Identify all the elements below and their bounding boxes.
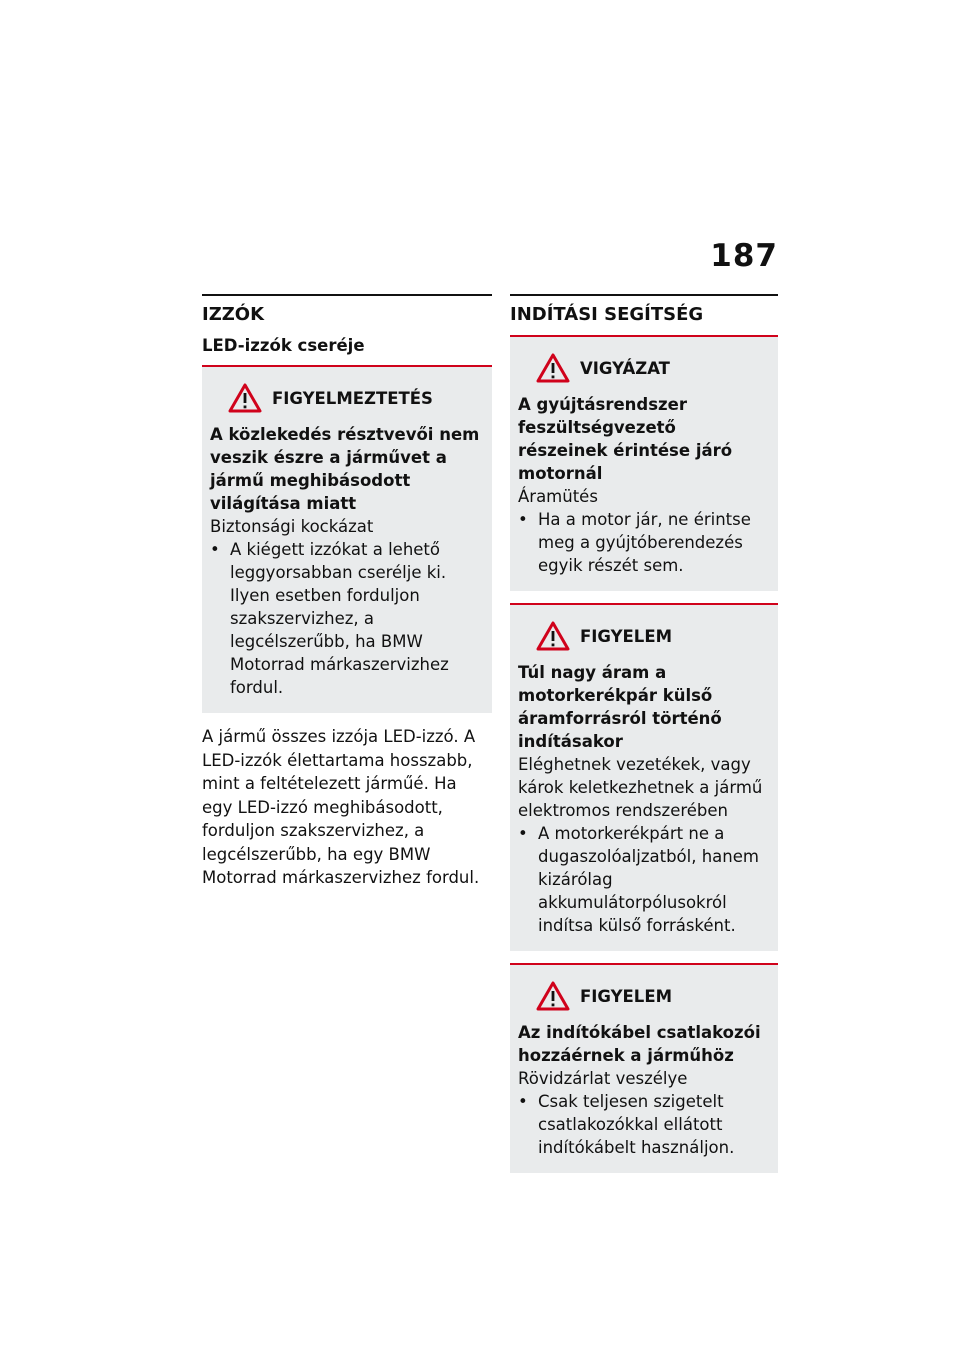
warning-triangle-icon: [536, 353, 570, 383]
attention-text-1: Eléghetnek vezetékek, vagy károk keletkezhetnek a jármű elektromos rendszerében: [518, 755, 763, 820]
attention-text-2: Rövidzárlat veszélye: [518, 1069, 688, 1088]
warning-head: [210, 383, 482, 413]
caution-list: [518, 508, 768, 577]
section-title-bulbs: IZZÓK: [202, 304, 265, 325]
attention-list-1: [518, 822, 768, 937]
list-item: • Csak teljesen szigetelt csatlakozókkal ellátott indítókábelt használjon.: [518, 1092, 735, 1157]
attention-label-2: FIGYELEM: [580, 986, 673, 1006]
list-item: • Ha a motor jár, ne érintse meg a gyújtóberendezés egyik részét sem.: [518, 510, 751, 575]
list-item: • A kiégett izzókat a lehető leggyorsabban cserélje ki. Ilyen esetben forduljon szakszervizhez, a legcélszerűbb, ha BMW Motorrad márkaszervizhez fordul.: [210, 540, 449, 697]
attention-title-2: Az indítókábel csatlakozói hozzáérnek a járműhöz: [518, 1023, 761, 1065]
warning-box: [202, 367, 492, 713]
subsection-title-led: LED-izzók cseréje: [202, 336, 365, 355]
warning-list: [210, 538, 482, 699]
attention-list-2: [518, 1090, 768, 1159]
attention-head-2: [518, 981, 768, 1011]
section-title-jump-start: INDÍTÁSI SEGÍTSÉG: [510, 304, 704, 325]
attention-box-2: [510, 965, 778, 1173]
warning-triangle-icon: [228, 383, 262, 413]
right-column: [510, 294, 778, 1173]
attention-label-1: FIGYELEM: [580, 626, 673, 646]
list-item: • A motorkerékpárt ne a dugaszolóaljzatból, hanem kizárólag akkumulátorpólusokról indítsa külső forrásként.: [518, 824, 759, 935]
caution-label: VIGYÁZAT: [580, 358, 670, 378]
attention-head-1: [518, 621, 768, 651]
caution-title: A gyújtásrendszer feszültségvezető részeinek érintése járó motornál: [518, 395, 733, 483]
caution-text: Áramütés: [518, 487, 598, 506]
left-column: [202, 294, 492, 890]
warning-text: Biztonsági kockázat: [210, 517, 374, 536]
warning-triangle-icon: [536, 621, 570, 651]
attention-title-1: Túl nagy áram a motorkerékpár külső áramforrásról történő indításakor: [518, 663, 722, 751]
caution-head: [518, 353, 768, 383]
body-text: A jármű összes izzója LED-izzó. A LED-izzók élettartama hosszabb, mint a feltételezett járműé. Ha egy LED-izzó meghibásodott, forduljon szakszervizhez, a legcélszerűbb, ha egy BMW Motorrad márkaszervizhez fordul.: [202, 727, 480, 887]
page-number: 187: [710, 238, 778, 274]
warning-triangle-icon: [536, 981, 570, 1011]
warning-label: FIGYELMEZTETÉS: [272, 388, 433, 408]
section-rule: [202, 294, 492, 296]
attention-box-1: [510, 605, 778, 951]
section-rule: [510, 294, 778, 296]
caution-box: [510, 337, 778, 591]
warning-title: A közlekedés résztvevői nem veszik észre a járművet a jármű meghibásodott világítása miatt: [210, 425, 480, 513]
